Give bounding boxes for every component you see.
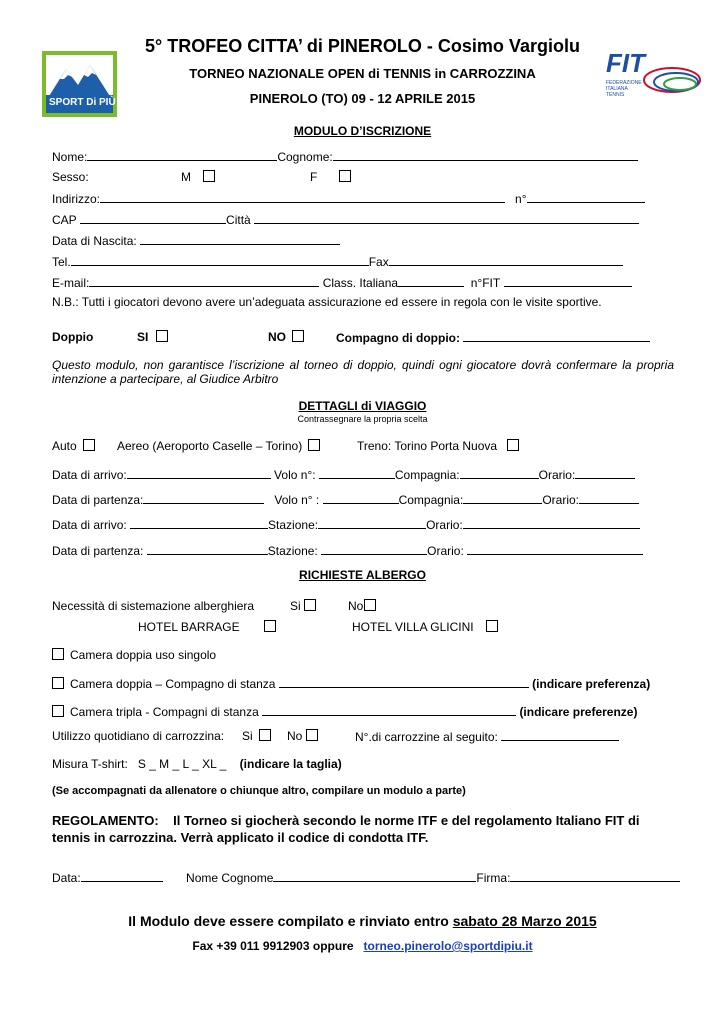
barrage-option[interactable]: [138, 620, 276, 634]
footer-line1: [0, 913, 725, 929]
barrage-checkbox[interactable]: [264, 620, 276, 632]
barrage-label: HOTEL BARRAGE: [138, 620, 240, 634]
tripla-label: Camera tripla - Compagni di stanza: [70, 705, 259, 719]
tripla-compagni-field[interactable]: [262, 704, 516, 716]
regolamento-text2: tennis in carrozzina. Verrà applicato il codice di condotta ITF.: [52, 830, 429, 845]
compagno-row: [336, 330, 650, 345]
n-carrozzine-field[interactable]: [501, 729, 619, 741]
glicini-label: HOTEL VILLA GLICINI: [352, 620, 474, 634]
indirizzo-field[interactable]: [100, 191, 505, 203]
page-title: 5° TROFEO CITTA’ di PINEROLO - Cosimo Vargiolu: [145, 36, 580, 56]
tel-row: [52, 254, 623, 269]
arrivo-treno-date-field[interactable]: [130, 517, 268, 529]
classifica-field[interactable]: [398, 275, 464, 287]
nfit-field[interactable]: [504, 275, 632, 287]
f-checkbox[interactable]: [339, 170, 351, 182]
n-carrozzine-label: N°.di carrozzine al seguito:: [355, 730, 498, 744]
volo2-label: Volo n° :: [274, 493, 320, 507]
signature-row: [52, 870, 680, 885]
doppia-label: Camera doppia – Compagno di stanza: [70, 677, 276, 691]
partenza-volo-row: [52, 492, 639, 507]
compagno-label: Compagno di doppio:: [336, 331, 460, 345]
doppio-note: Questo modulo, non garantisce l’iscrizione al torneo di doppio, quindi ogni giocatore dovrà confermare la propria intenzione a partecipare, al Giudice Arbitro: [52, 358, 674, 386]
regolamento-text1: Il Torneo si giocherà secondo le norme ITF e del regolamento Italiano FIT di: [173, 813, 640, 828]
orario-treno-partenza-field[interactable]: [467, 543, 643, 555]
fit-logo-subtext: FEDERAZIONE ITALIANA TENNIS: [606, 80, 642, 98]
firma-label: Firma:: [476, 871, 511, 885]
orario4-label: Orario:: [427, 544, 464, 558]
n-carrozzine-row: [355, 729, 619, 744]
footer-deadline: sabato 28 Marzo 2015: [452, 913, 597, 929]
data-label: Data:: [52, 871, 81, 885]
cap-row: [52, 212, 639, 227]
location-date: PINEROLO (TO) 09 - 12 APRILE 2015: [249, 91, 476, 106]
section-title-albergo: RICHIESTE ALBERGO: [299, 568, 426, 582]
accompagnati-note: (Se accompagnati da allenatore o chiunque altro, compilare un modulo a parte): [52, 785, 466, 797]
doppio-si[interactable]: [137, 330, 168, 344]
fax-field[interactable]: [389, 254, 623, 266]
glicini-checkbox[interactable]: [486, 620, 498, 632]
doppia-compagno-field[interactable]: [279, 676, 529, 688]
stazione-label: Stazione:: [268, 518, 319, 532]
auto-option[interactable]: [52, 439, 95, 453]
nome-row: [52, 149, 638, 164]
hotel-si-label: Si: [290, 599, 301, 613]
footer-fax: Fax +39 011 9912903 oppure: [192, 939, 354, 953]
cap-label: CAP: [52, 213, 77, 227]
partenza-label: Data di partenza:: [52, 493, 144, 507]
carrozzina-si-label: Si: [242, 729, 253, 743]
arrivo-treno-row: [52, 517, 640, 532]
indirizzo-row: [52, 191, 645, 206]
orario-label: Orario:: [538, 468, 576, 482]
partenza4-label: Data di partenza:: [52, 544, 144, 558]
nome-cognome-field[interactable]: [273, 870, 476, 882]
stazione-partenza-field[interactable]: [321, 543, 427, 555]
auto-label: Auto: [52, 439, 77, 453]
compagno-field[interactable]: [463, 330, 650, 342]
tripla-checkbox[interactable]: [52, 705, 64, 717]
cognome-label: Cognome:: [277, 150, 333, 164]
nome-cognome-label: Nome Cognome: [186, 871, 274, 885]
orario-treno-arrivo-field[interactable]: [463, 517, 640, 529]
doppio-no-checkbox[interactable]: [292, 330, 304, 342]
arrivo-volo-row: [52, 467, 635, 482]
hotel-si-checkbox[interactable]: [304, 599, 316, 611]
tshirt-row: [52, 757, 342, 771]
carrozzina-no[interactable]: [287, 729, 318, 743]
data-nascita-label: Data di Nascita:: [52, 234, 137, 248]
fax-label: Fax: [368, 255, 389, 269]
hotel-no-label: No: [348, 599, 364, 613]
footer-instruction: Il Modulo deve essere compilato e rinviato entro: [128, 913, 449, 929]
taglia-label: (indicare la taglia): [239, 757, 342, 771]
orario2-label: Orario:: [542, 493, 579, 507]
nfit-label: n°FIT: [470, 276, 501, 290]
aereo-checkbox[interactable]: [308, 439, 320, 451]
nb-text: N.B.: Tutti i giocatori devono avere un’adeguata assicurazione ed essere in regola con le visite sportive.: [52, 295, 602, 309]
nome-label: Nome:: [52, 150, 88, 164]
tel-label: Tel.: [52, 255, 71, 269]
email-label: E-mail:: [52, 276, 90, 290]
doppia-singolo-checkbox[interactable]: [52, 648, 64, 660]
partenza-treno-date-field[interactable]: [147, 543, 268, 555]
orario3-label: Orario:: [426, 518, 463, 532]
sesso-m[interactable]: [181, 170, 215, 184]
carrozzina-no-checkbox[interactable]: [306, 729, 318, 741]
footer-line2: [0, 939, 725, 953]
f-label: F: [310, 170, 318, 184]
hotel-no[interactable]: [348, 599, 376, 613]
necessita-label: Necessità di sistemazione alberghiera: [52, 599, 255, 613]
compagnia-arrivo-field[interactable]: [460, 467, 539, 479]
aereo-label: Aereo (Aeroporto Caselle – Torino): [117, 439, 303, 453]
treno-label: Treno: Torino Porta Nuova: [357, 439, 498, 453]
email-field[interactable]: [89, 275, 319, 287]
doppia-row: [48, 676, 650, 691]
viaggio-subtitle: Contrassegnare la propria scelta: [297, 414, 428, 424]
carrozzina-si[interactable]: [242, 729, 271, 743]
doppia-singolo-option[interactable]: [48, 648, 216, 662]
arrivo-date-field[interactable]: [127, 467, 271, 479]
citta-field[interactable]: [254, 212, 639, 224]
doppio-si-label: SI: [137, 330, 149, 344]
partenza-date-field[interactable]: [143, 492, 264, 504]
cognome-field[interactable]: [333, 149, 638, 161]
orario-arrivo-field[interactable]: [575, 467, 635, 479]
tripla-row: [48, 704, 637, 719]
stazione-arrivo-field[interactable]: [318, 517, 426, 529]
classifica-label: Class. Italiana: [322, 276, 399, 290]
doppia-singolo-label: Camera doppia uso singolo: [70, 648, 217, 662]
page-subtitle: TORNEO NAZIONALE OPEN di TENNIS in CARROZZINA: [189, 66, 536, 81]
section-title-iscrizione: MODULO D’ISCRIZIONE: [293, 124, 432, 138]
carrozzina-label: Utilizzo quotidiano di carrozzina:: [52, 729, 225, 743]
partenza-treno-row: [52, 543, 643, 558]
tshirt-label: Misura T-shirt:: [52, 757, 128, 771]
regolamento-label: REGOLAMENTO:: [52, 813, 159, 828]
m-checkbox[interactable]: [203, 170, 215, 182]
compagnia-label: Compagnia:: [394, 468, 460, 482]
footer-email-link[interactable]: torneo.pinerolo@sportdipiu.it: [363, 939, 533, 953]
hotel-si[interactable]: [290, 599, 316, 613]
glicini-option[interactable]: [352, 620, 498, 634]
data-nascita-field[interactable]: [140, 233, 340, 245]
carrozzina-no-label: No: [287, 729, 303, 743]
aereo-option[interactable]: [117, 439, 320, 453]
doppio-label: Doppio: [52, 330, 94, 344]
volo-partenza-field[interactable]: [323, 492, 399, 504]
auto-checkbox[interactable]: [83, 439, 95, 451]
doppio-si-checkbox[interactable]: [156, 330, 168, 342]
doppia-checkbox[interactable]: [52, 677, 64, 689]
pref2-label: (indicare preferenze): [519, 705, 638, 719]
tel-field[interactable]: [71, 254, 369, 266]
doppio-no[interactable]: [268, 330, 304, 344]
stazione2-label: Stazione:: [267, 544, 318, 558]
sesso-f[interactable]: [310, 170, 351, 184]
cap-field[interactable]: [80, 212, 226, 224]
carrozzina-si-checkbox[interactable]: [259, 729, 271, 741]
fit-logo-text: FIT: [606, 48, 645, 78]
volo-label: Volo n°:: [274, 468, 316, 482]
arrivo3-label: Data di arrivo:: [52, 518, 127, 532]
pref1-label: (indicare preferenza): [532, 677, 651, 691]
data-nascita-row: [52, 233, 340, 248]
orario-partenza-field[interactable]: [579, 492, 639, 504]
compagnia-partenza-field[interactable]: [463, 492, 542, 504]
treno-option[interactable]: [357, 439, 519, 453]
firma-field[interactable]: [510, 870, 680, 882]
hotel-no-checkbox[interactable]: [364, 599, 376, 611]
sport-di-piu-logo: [42, 51, 117, 117]
citta-label: Città: [226, 213, 251, 227]
numero-field[interactable]: [527, 191, 645, 203]
numero-label: n°: [515, 192, 527, 206]
doppio-no-label: NO: [268, 330, 286, 344]
regolamento-line1: [52, 813, 640, 828]
nome-field[interactable]: [87, 149, 277, 161]
data-field[interactable]: [81, 870, 163, 882]
treno-checkbox[interactable]: [507, 439, 519, 451]
indirizzo-label: Indirizzo:: [52, 192, 101, 206]
compagnia2-label: Compagnia:: [398, 493, 464, 507]
section-title-viaggio: DETTAGLI di VIAGGIO: [298, 399, 427, 413]
left-logo-text: SPORT Di PIÙ: [49, 97, 116, 108]
tshirt-sizes[interactable]: S _ M _ L _ XL _: [137, 757, 227, 771]
email-row: [52, 275, 632, 290]
volo-arrivo-field[interactable]: [319, 467, 395, 479]
m-label: M: [181, 170, 191, 184]
sesso-label: Sesso:: [52, 170, 89, 184]
arrivo-label: Data di arrivo:: [52, 468, 127, 482]
